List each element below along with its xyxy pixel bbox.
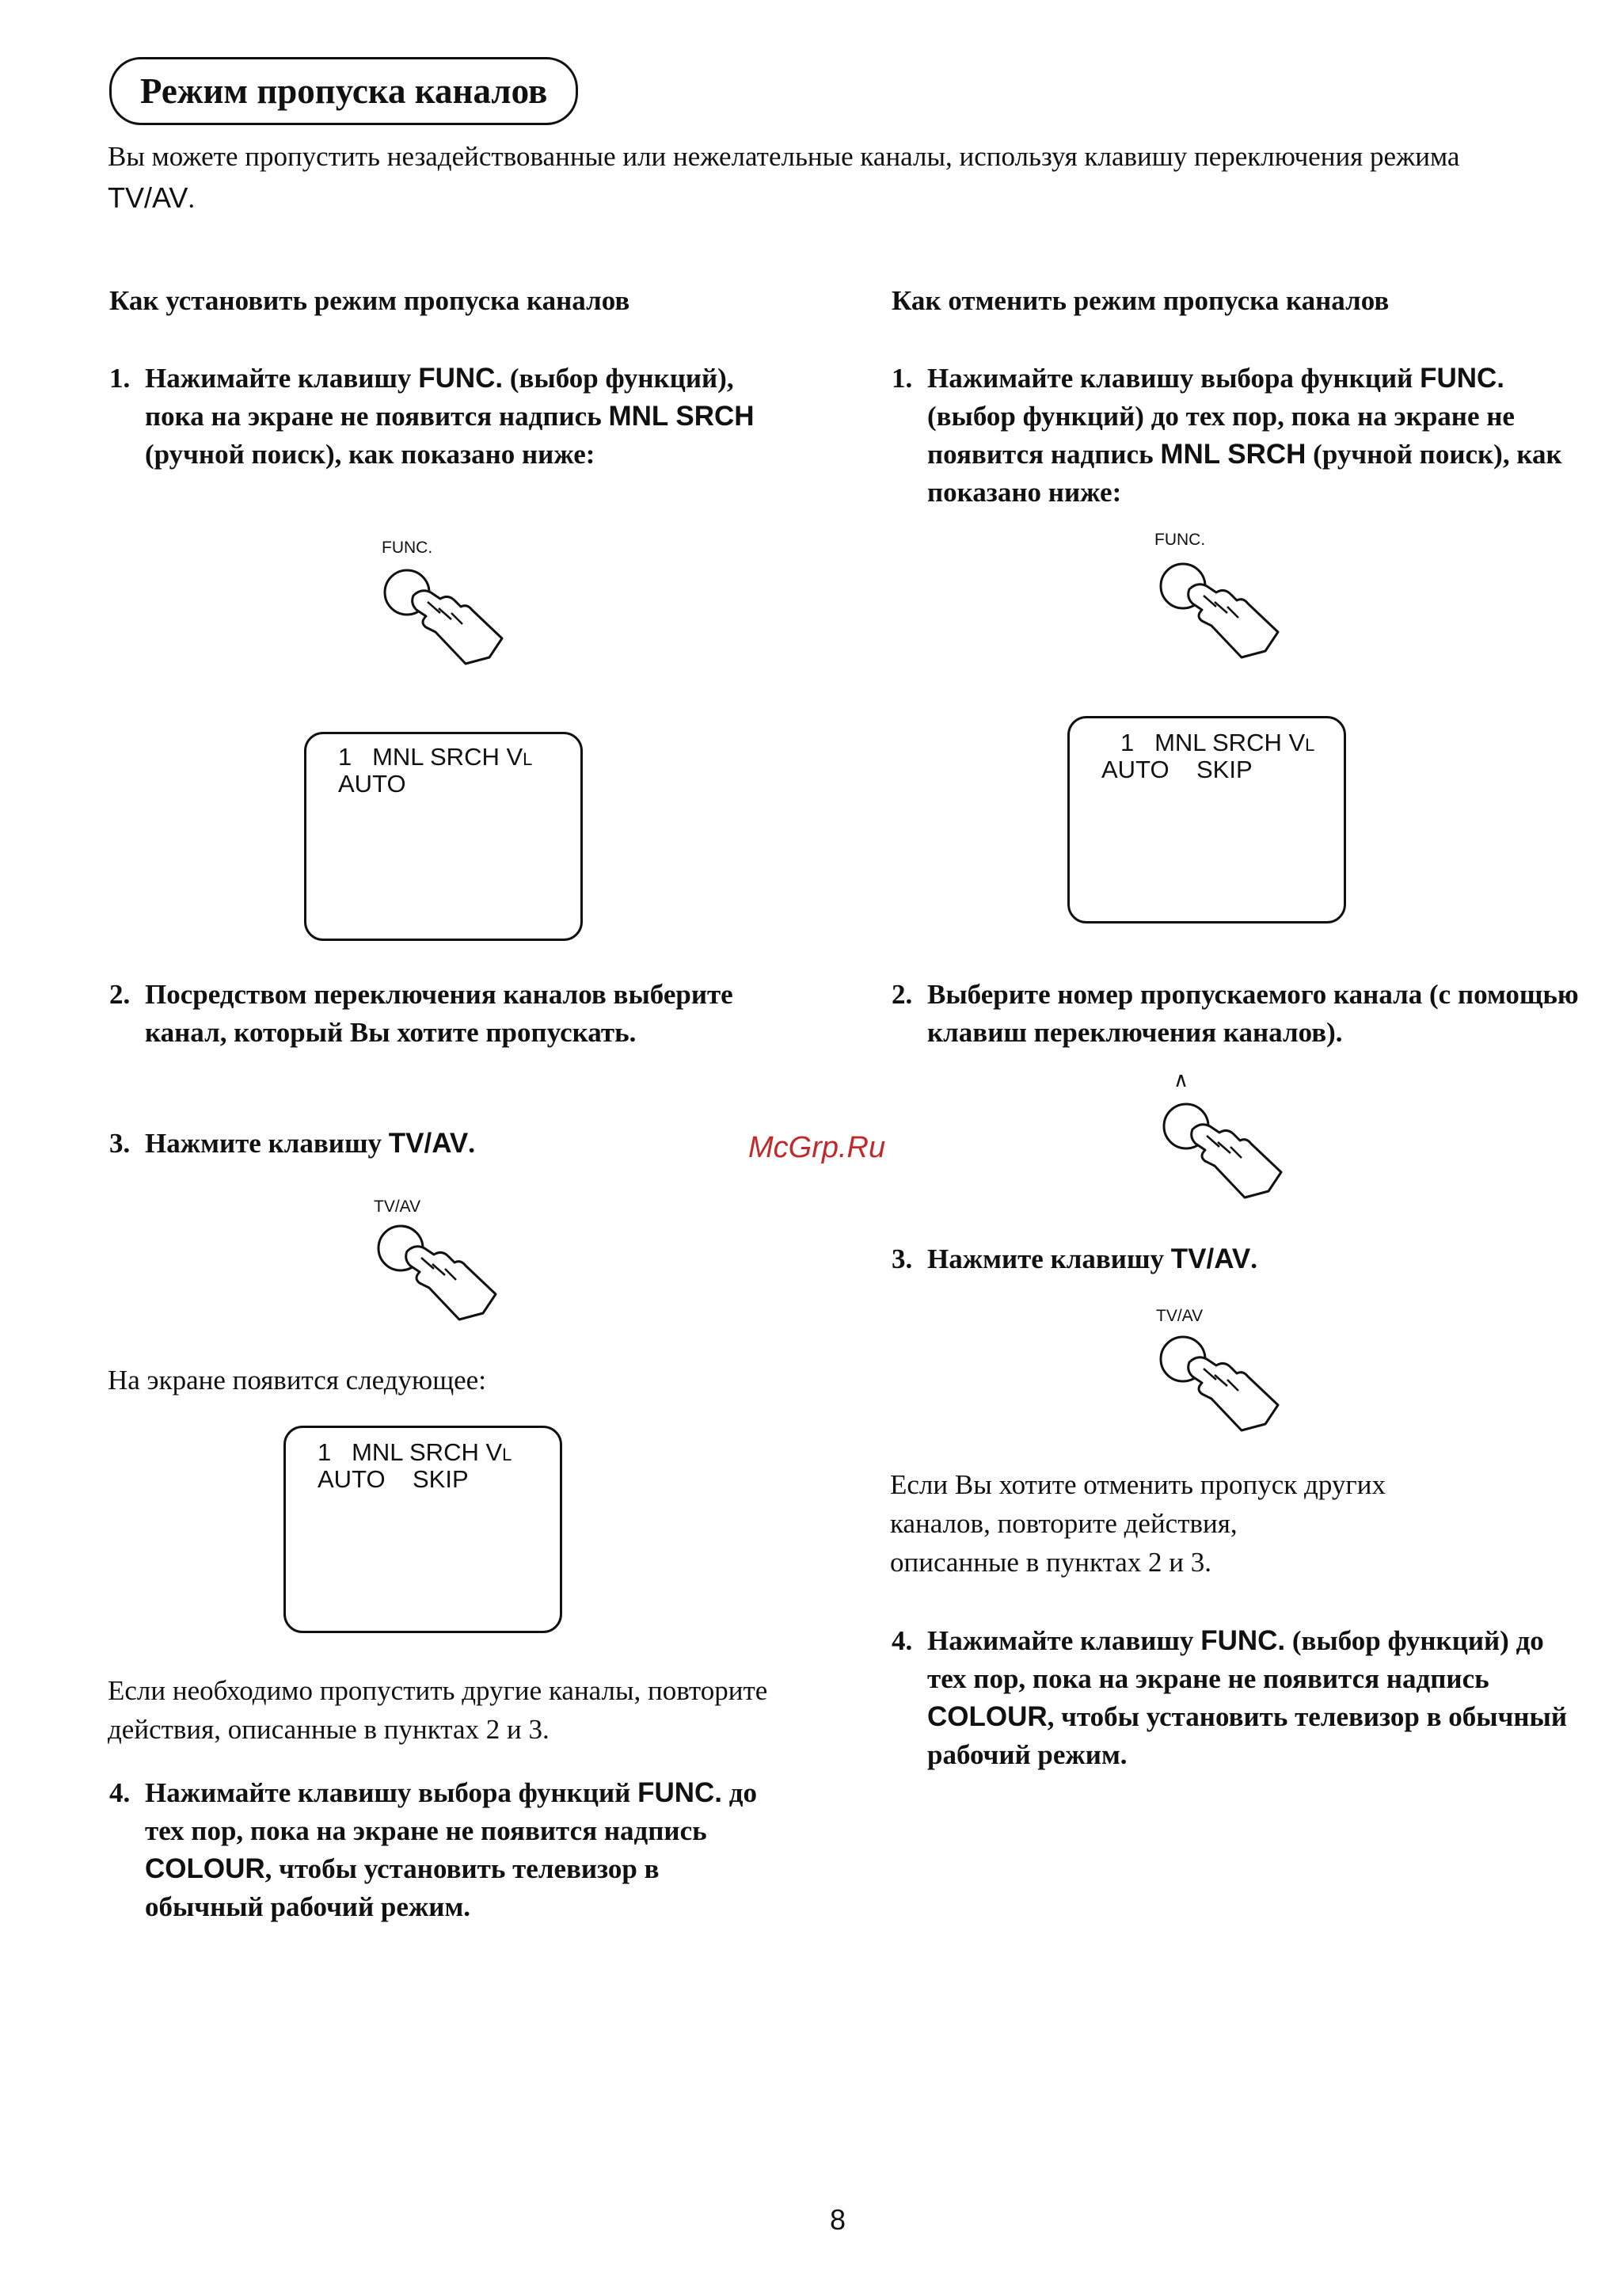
tv-av-button-label: TV/AV [374,1198,421,1216]
screen-line-2: AUTO [338,770,406,798]
step-text: Посредством переключения каналов выберите канал, который Вы хотите пропускать. [145,979,733,1048]
intro-key: TV/AV [108,181,188,214]
func-button-label: FUNC. [382,539,433,557]
step-number: 2. [109,979,131,1010]
step-number: 1. [109,363,131,394]
press-button-hand-icon [1154,558,1297,661]
left-step-1 [109,360,774,474]
step-text: Нажмите клавишу [927,1243,1171,1274]
key-mnl-srch: MNL SRCH [1160,439,1306,470]
screen-mode: MNL SRCH [352,1438,479,1466]
step-number: 2. [892,979,913,1010]
step-number: 4. [892,1625,913,1656]
step-text: Выберите номер пропускаемого канала (с помощью клавиш переключения каналов). [927,979,1579,1048]
func-button-label: FUNC. [1154,531,1206,549]
screen-channel: 1 [1120,729,1135,756]
left-repeat-text: Если необходимо пропустить другие каналы, повторите действия, описанные в пунктах 2 и 3. [108,1675,768,1745]
key-func: FUNC. [1200,1625,1286,1656]
screen-channel: 1 [338,743,352,771]
tv-screen-mnl-srch [304,732,583,941]
key-func: FUNC. [1420,363,1505,394]
screen-mode: MNL SRCH [372,743,500,771]
watermark: McGrp.Ru [748,1131,886,1164]
key-func: FUNC. [418,363,504,394]
screen-volume-sub: L [1305,735,1315,755]
right-repeat-line-1: Если Вы хотите отменить пропуск других [890,1469,1386,1500]
key-mnl-srch: MNL SRCH [608,401,755,432]
step-text: Нажимайте клавишу выбора функций [145,1777,638,1808]
step-text: (выбор функций) до тех пор, пока на экране не появится надпись [927,1625,1544,1694]
step-text: до тех пор, пока на экране не появится надпись [145,1777,757,1846]
intro-end: . [188,183,196,214]
screen-mode: MNL SRCH [1154,729,1282,756]
key-tv-av: TV/AV [1170,1243,1251,1274]
screen-line-2: AUTO SKIP [318,1465,469,1493]
right-step-1 [892,360,1580,512]
step-text: . [468,1128,475,1159]
key-colour: COLOUR [927,1701,1048,1732]
step-text: (выбор функций) до тех пор, пока на экране не появится надпись [927,401,1515,470]
step-number: 3. [892,1243,913,1274]
left-step-2 [109,976,774,1052]
screen-volume: V [506,743,523,771]
right-repeat-line-3: описанные в пунктах 2 и 3. [890,1547,1211,1578]
screen-volume: V [485,1438,503,1466]
key-colour: COLOUR [145,1853,265,1884]
step-text: Нажмите клавишу [145,1128,389,1159]
step-text: Нажимайте клавишу выбора функций [927,363,1421,394]
page-title: Режим пропуска каналов [109,57,578,125]
step-text: , чтобы установить телевизор в обычный рабочий режим. [927,1701,1568,1770]
channel-up-button-label: ∧ [1173,1068,1189,1091]
left-heading: Как установить режим пропуска каналов [109,285,630,316]
appear-text: На экране появится следующее: [108,1365,486,1396]
tv-screen-skip [283,1426,562,1633]
press-button-hand-icon [372,1220,515,1323]
screen-channel: 1 [318,1438,332,1466]
step-text: (выбор функций), пока на экране не появится надпись [145,363,734,432]
intro-paragraph [108,136,1549,219]
key-tv-av: TV/AV [388,1128,469,1159]
page-number: 8 [830,2203,846,2236]
right-repeat-line-2: каналов, повторите действия, [890,1508,1238,1539]
step-text: (ручной поиск), как показано ниже: [145,439,595,470]
screen-volume-sub: L [523,749,533,769]
left-step-4 [109,1774,774,1926]
screen-volume: V [1288,729,1306,756]
right-step-4 [892,1622,1580,1774]
right-step-2 [892,976,1588,1052]
press-button-hand-icon [1158,1098,1300,1201]
left-step-3 [109,1125,774,1163]
step-number: 3. [109,1128,131,1159]
screen-line-2: AUTO SKIP [1101,756,1253,783]
right-heading: Как отменить режим пропуска каналов [892,285,1390,316]
step-text: Нажимайте клавишу [927,1625,1201,1656]
key-func: FUNC. [637,1777,723,1808]
step-text: (ручной поиск), как показано ниже: [927,439,1562,508]
step-number: 1. [892,363,913,394]
right-step-3 [892,1240,1580,1278]
step-text: . [1250,1243,1257,1274]
intro-text: Вы можете пропустить незадействованные или нежелательные каналы, используя клавишу переключения режима [108,141,1460,172]
press-button-hand-icon [378,564,521,667]
step-text: , чтобы установить телевизор в обычный рабочий режим. [145,1853,660,1922]
step-number: 4. [109,1777,131,1808]
step-text: Нажимайте клавишу [145,363,419,394]
tv-av-button-label: TV/AV [1156,1307,1204,1325]
screen-volume-sub: L [502,1445,512,1464]
press-button-hand-icon [1154,1331,1297,1434]
tv-screen-skip [1067,716,1346,923]
